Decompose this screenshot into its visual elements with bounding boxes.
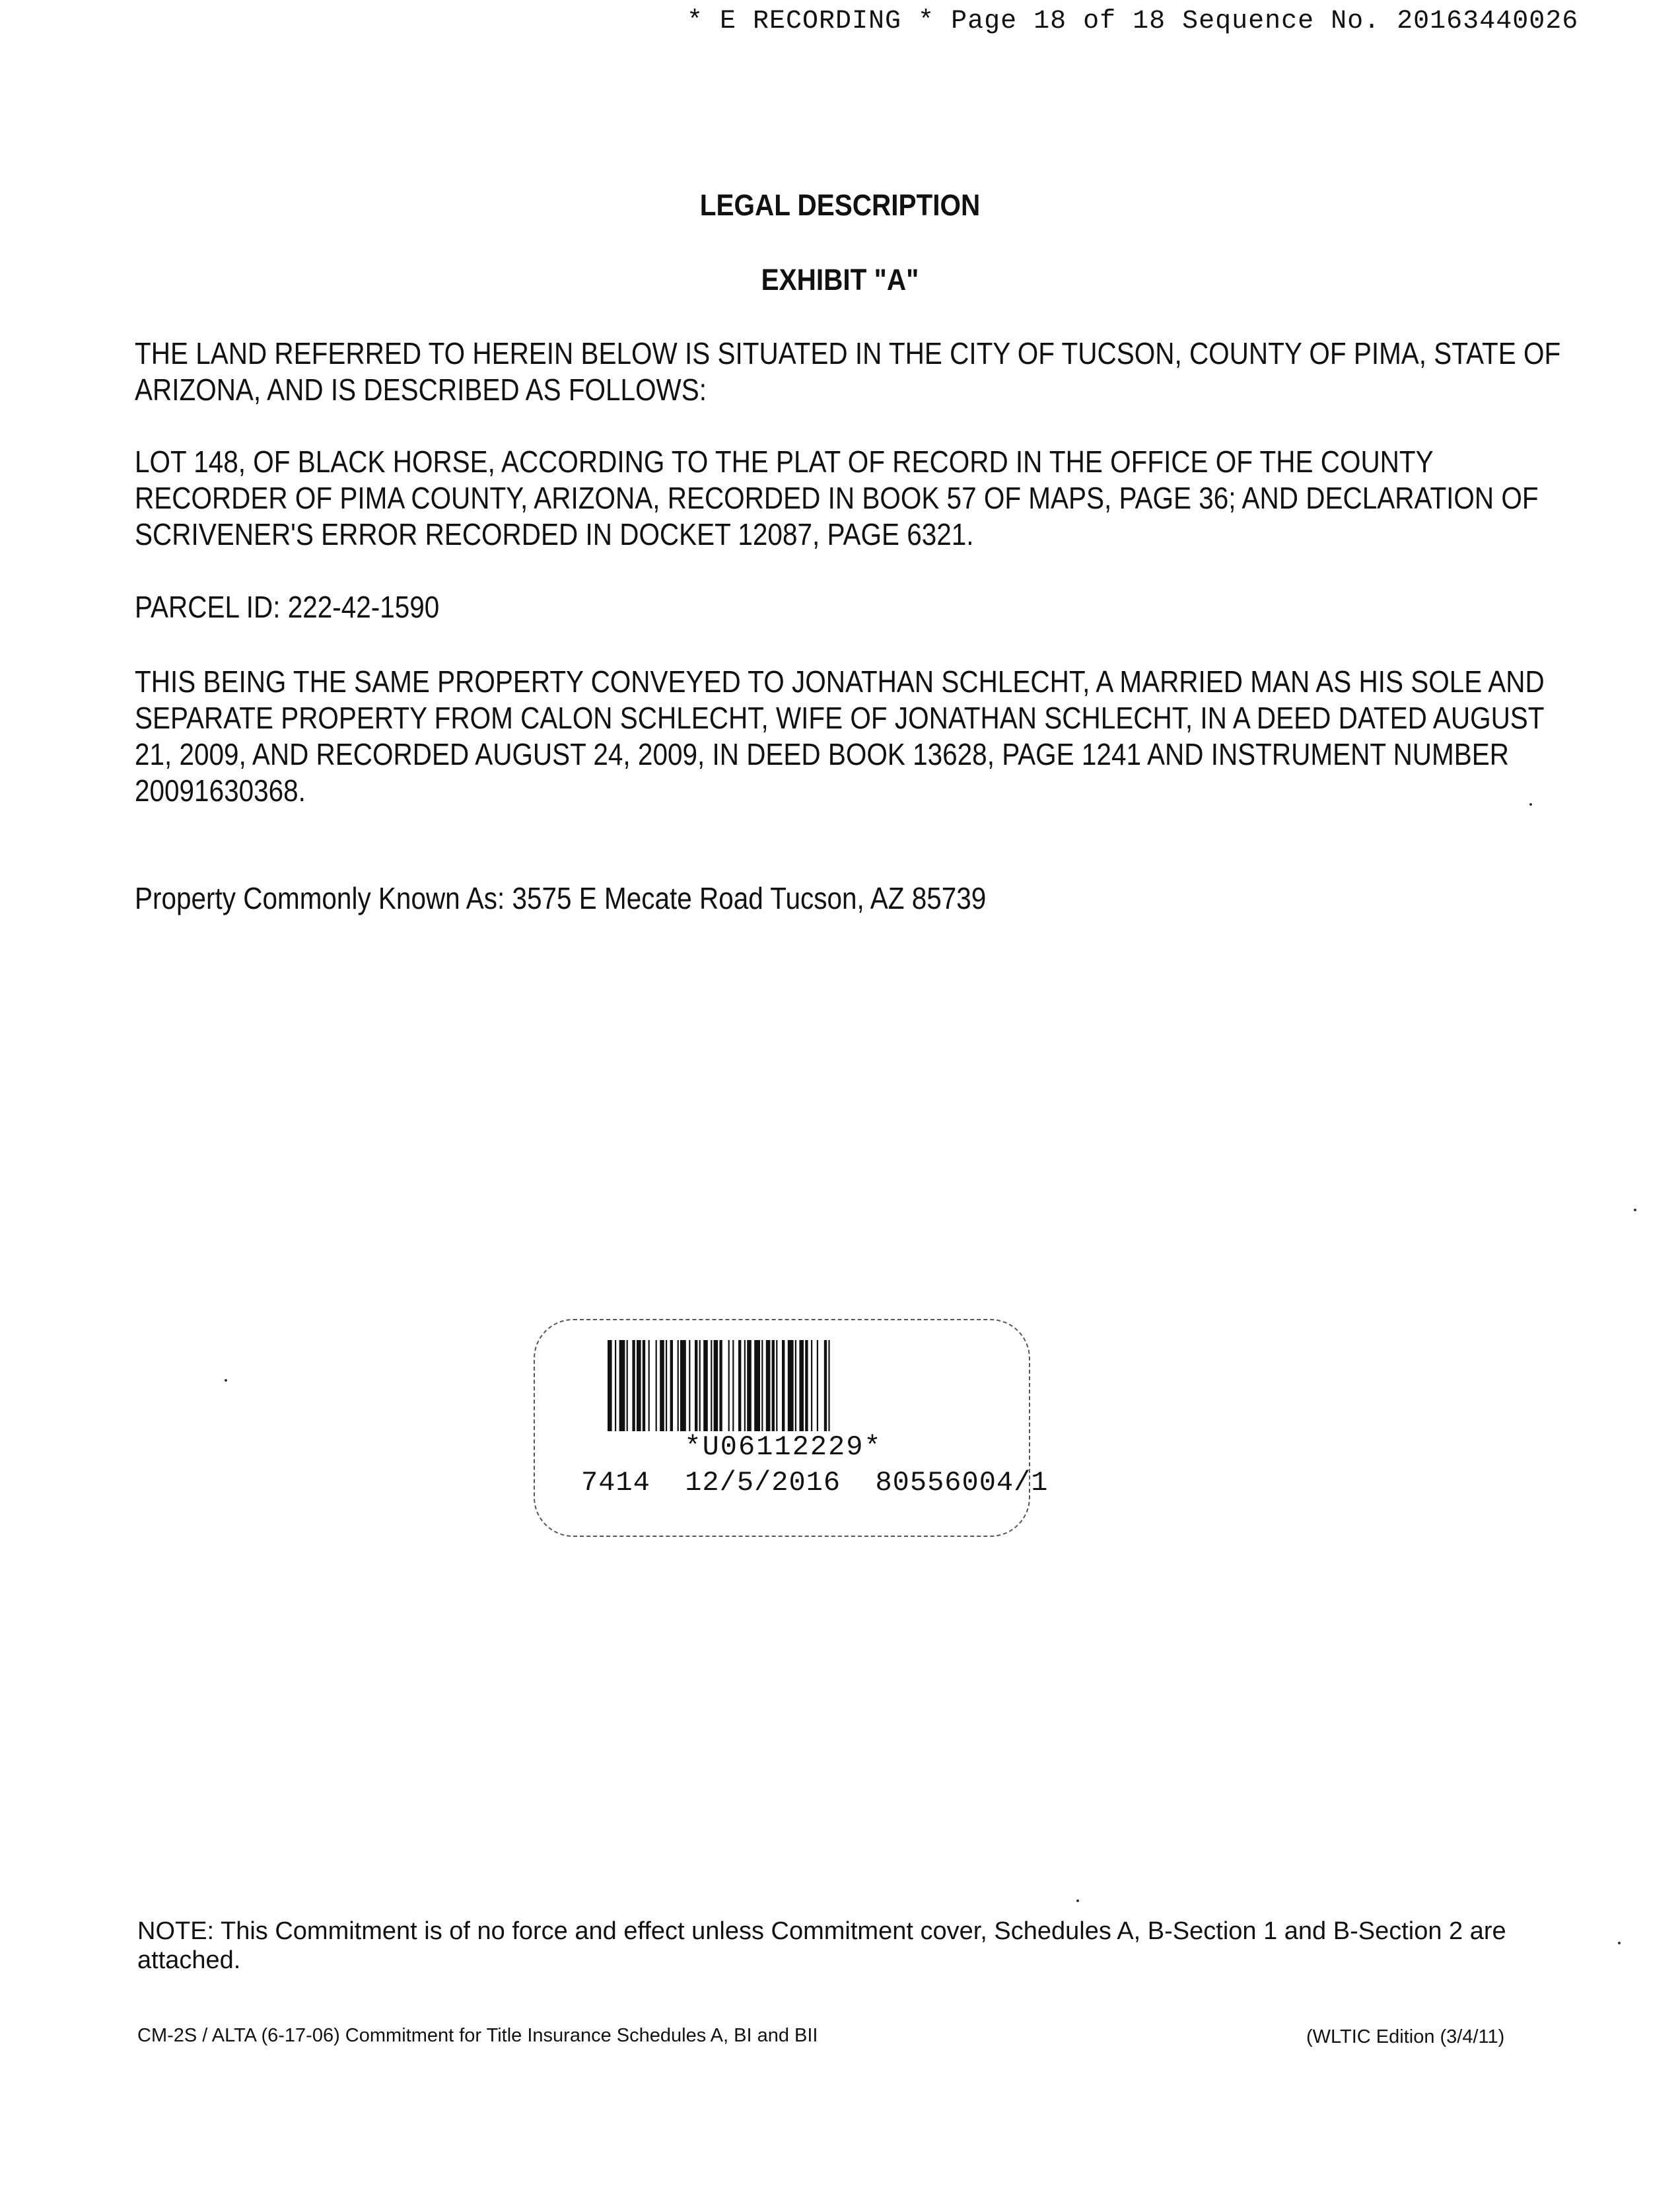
barcode-bar: [738, 1340, 741, 1431]
barcode-bar: [772, 1340, 775, 1431]
barcode-bar: [711, 1340, 712, 1431]
barcode-bar: [703, 1340, 708, 1431]
barcode-bar: [747, 1340, 752, 1431]
form-identifier: CM-2S / ALTA (6-17-06) Commitment for Title Insurance Schedules A, BI and BII: [137, 2025, 818, 2046]
barcode-bar: [615, 1340, 616, 1431]
barcode-bar: [648, 1340, 650, 1431]
exhibit-label: EXHIBIT "A": [761, 263, 919, 297]
barcode-bar: [754, 1340, 760, 1431]
barcode-bar: [666, 1340, 667, 1431]
barcode-bar: [732, 1340, 734, 1431]
barcode-bar: [766, 1340, 771, 1431]
barcode-bar: [670, 1340, 673, 1431]
barcode-bar: [788, 1340, 794, 1431]
barcode-bar: [619, 1340, 625, 1431]
barcode-bar: [637, 1340, 641, 1431]
edition-label: (WLTIC Edition (3/4/11): [1306, 2026, 1505, 2047]
barcode-bar: [782, 1340, 785, 1431]
barcode-bar: [744, 1340, 746, 1431]
barcode-bar: [695, 1340, 697, 1431]
barcode-bar: [817, 1340, 818, 1431]
barcode-bar: [680, 1340, 686, 1431]
barcode-number: *U06112229*: [684, 1431, 882, 1463]
barcode-bar: [678, 1340, 679, 1431]
scan-speck: [1529, 803, 1532, 806]
barcode-bar: [643, 1340, 645, 1431]
barcode-bar: [714, 1340, 718, 1431]
barcode-bar: [828, 1340, 829, 1431]
document-title: LEGAL DESCRIPTION: [699, 188, 981, 222]
barcode-bar: [795, 1340, 796, 1431]
situated-paragraph: [135, 336, 1576, 408]
barcode-bar: [699, 1340, 701, 1431]
barcode-bar: [627, 1340, 628, 1431]
barcode-bar: [656, 1340, 657, 1431]
scan-speck: [1076, 1899, 1079, 1902]
address-text: Property Commonly Known As: 3575 E Mecate Road Tucson, AZ 85739: [135, 881, 987, 915]
scan-speck: [225, 1379, 227, 1382]
barcode-bar: [689, 1340, 690, 1431]
barcode-bar: [608, 1340, 612, 1431]
barcode-bar: [728, 1340, 730, 1431]
barcode-bar: [776, 1340, 777, 1431]
barcode-bar: [799, 1340, 804, 1431]
barcode-graphic: [608, 1340, 964, 1431]
barcode-label: [534, 1319, 1049, 1537]
commitment-note: NOTE: This Commitment is of no force and effect unless Commitment cover, Schedules A, B-Section 1 and B-Section 2 are attached.: [137, 1917, 1506, 1974]
situated-text: THE LAND REFERRED TO HEREIN BELOW IS SITUATED IN THE CITY OF TUCSON, COUNTY OF PIMA, STATE OF ARIZONA, AND IS DESCRIBED AS FOLLOWS:: [135, 336, 1561, 407]
recording-stamp: * E RECORDING * Page 18 of 18 Sequence No. 20163440026: [687, 7, 1579, 36]
barcode-bar: [719, 1340, 722, 1431]
barcode-bar: [805, 1340, 808, 1431]
barcode-bar: [761, 1340, 763, 1431]
lot-paragraph: [135, 444, 1576, 553]
barcode-bar: [632, 1340, 635, 1431]
barcode-bar: [824, 1340, 827, 1431]
conveyance-text: THIS BEING THE SAME PROPERTY CONVEYED TO JONATHAN SCHLECHT, A MARRIED MAN AS HIS SOLE AND SEPARATE PROPERTY FROM CALON SCHLECHT, WIFE OF JONATHAN SCHLECHT, IN A DEED DATED AUGUST 21, 2009, AND RECORDED AUGUST 24, 2009, IN DEED BOOK 13628, PAGE 1241 AND INSTRUMENT NUMBER 20091630368.: [135, 664, 1545, 808]
lot-text: LOT 148, OF BLACK HORSE, ACCORDING TO THE PLAT OF RECORD IN THE OFFICE OF THE COUNTY RECORDER OF PIMA COUNTY, ARIZONA, RECORDED IN BOOK 57 OF MAPS, PAGE 36; AND DECLARATION OF SCRIVENER'S ERROR RECORDED IN DOCKET 12087, PAGE 6321.: [135, 444, 1539, 551]
scan-speck: [1618, 1942, 1621, 1944]
barcode-bar: [660, 1340, 664, 1431]
parcel-text: PARCEL ID: 222-42-1590: [135, 590, 440, 624]
parcel-id: [135, 589, 1576, 625]
barcode-info-line: 7414 12/5/2016 80556004/1: [581, 1467, 1049, 1499]
scan-speck: [1634, 1209, 1636, 1211]
barcode-bar: [811, 1340, 812, 1431]
conveyance-paragraph: [135, 664, 1576, 809]
property-address: [135, 880, 1576, 917]
